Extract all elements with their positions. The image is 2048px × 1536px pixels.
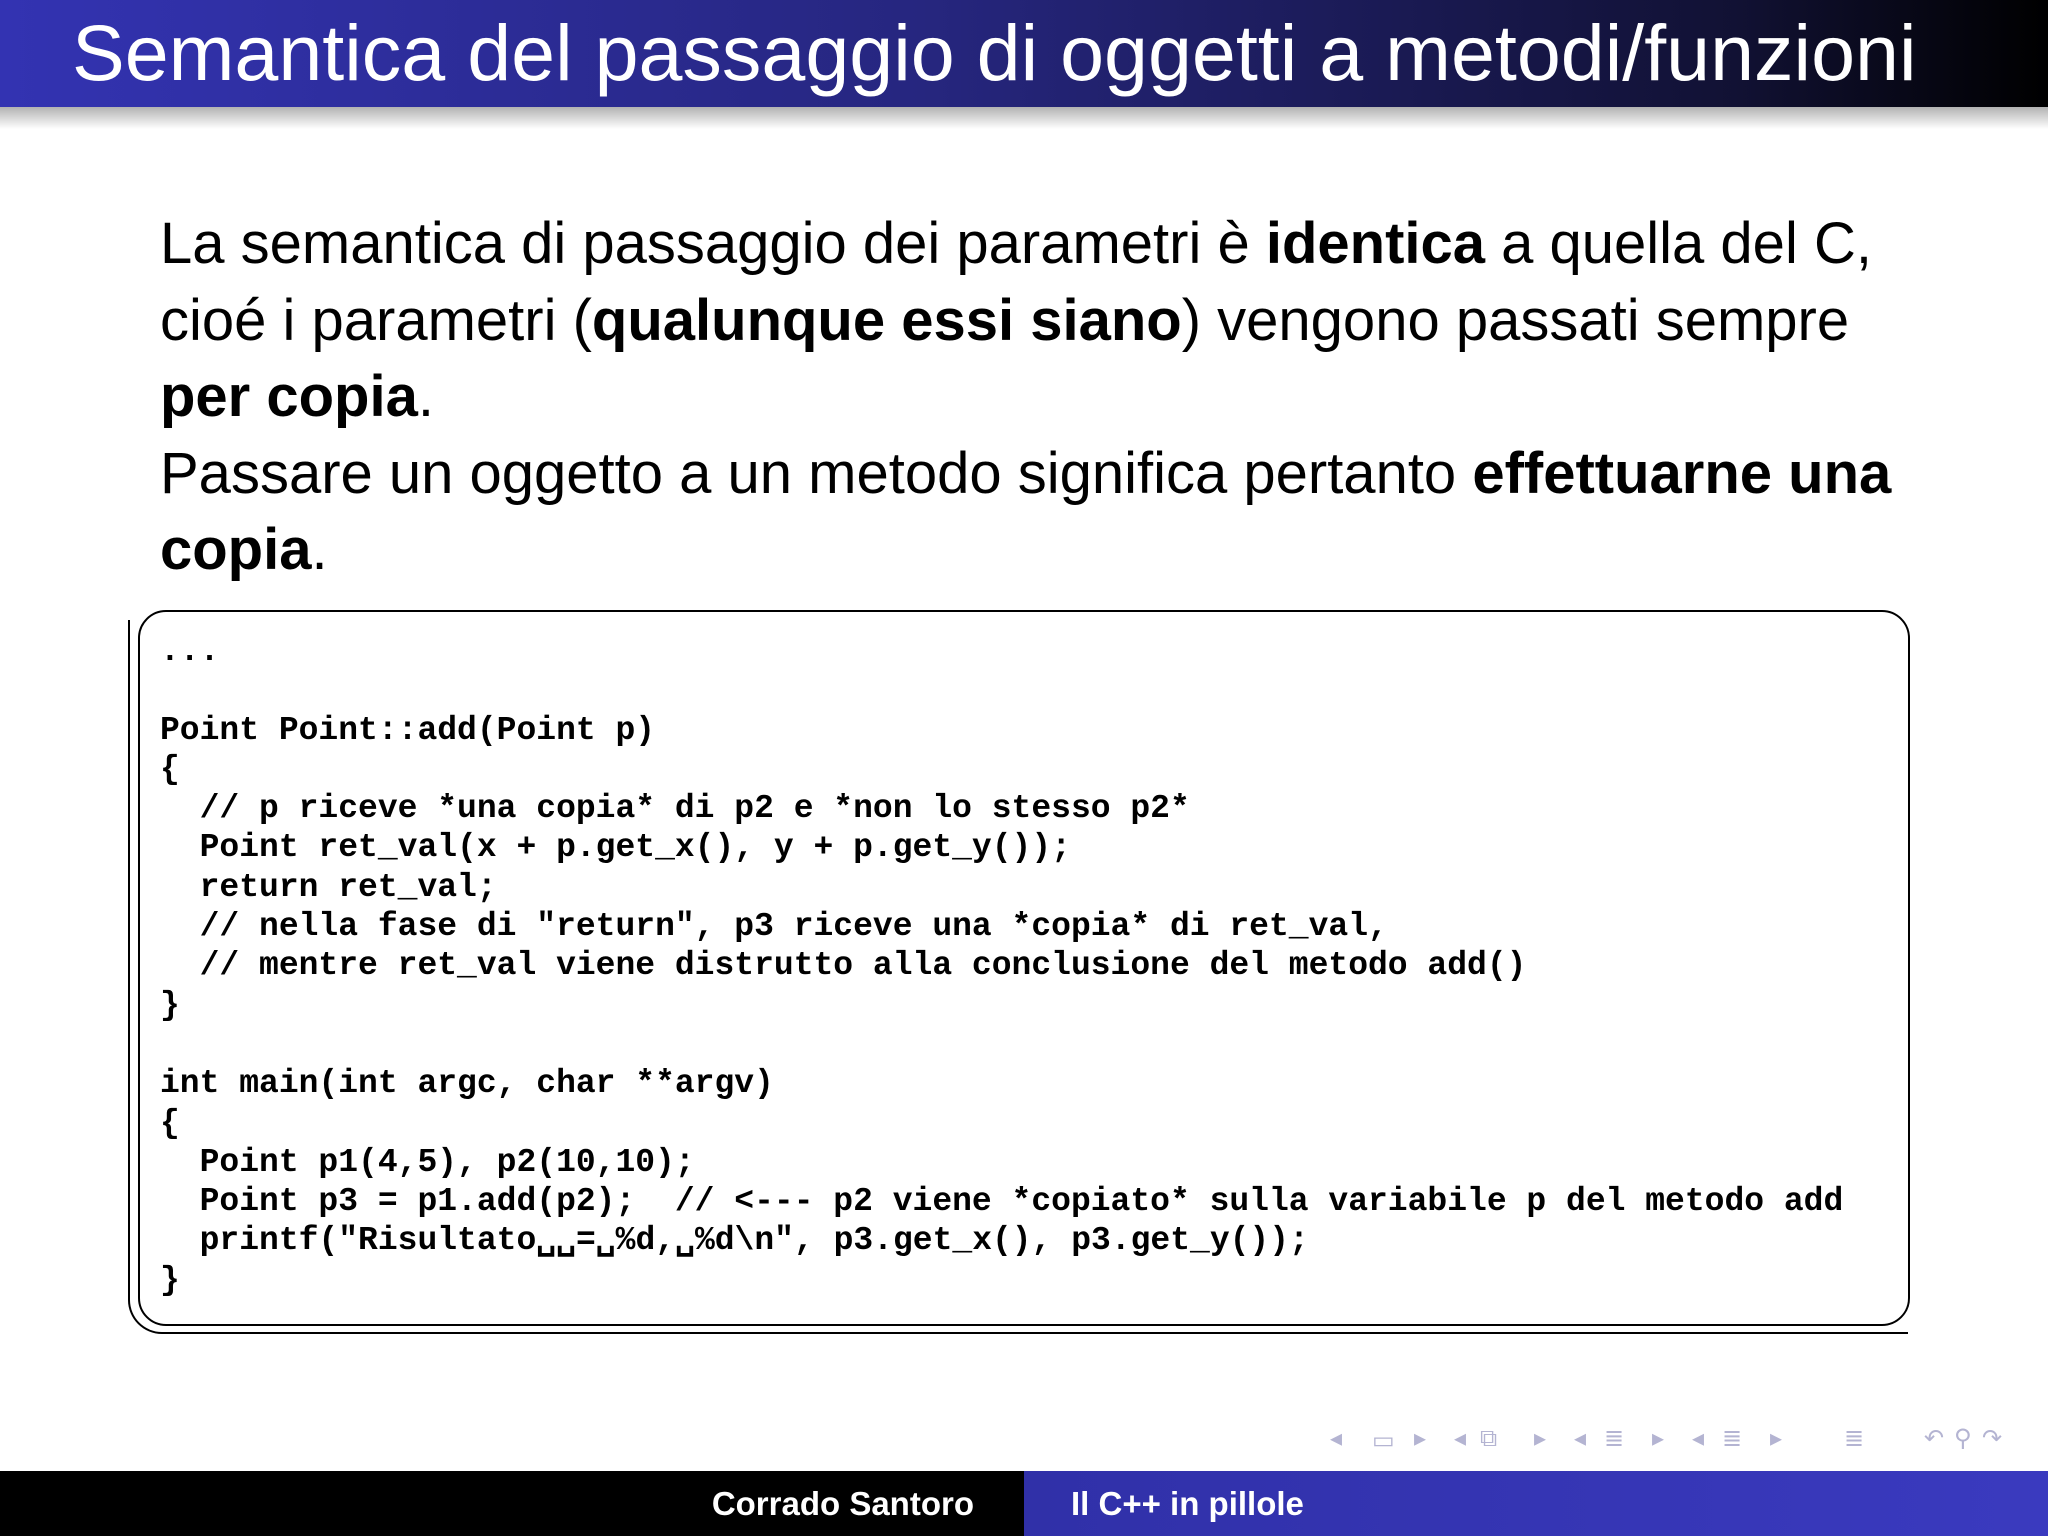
beamer-navigation xyxy=(1330,1424,2030,1456)
emphasis-per-copia: per copia xyxy=(160,364,418,429)
paragraph-object-copy xyxy=(160,436,1940,589)
nav-redo-icon[interactable]: ↷ xyxy=(1982,1424,2003,1452)
nav-prev-section-icon-2[interactable]: ◂ xyxy=(1692,1424,1705,1452)
title-bar-shadow xyxy=(0,107,2048,129)
nav-next-section-icon-2[interactable]: ▸ xyxy=(1770,1424,1783,1452)
footer-presentation-title: Il C++ in pillole xyxy=(1071,1485,1304,1522)
text-span: ) vengono passati sempre xyxy=(1181,287,1850,353)
nav-next-section-icon[interactable]: ▸ xyxy=(1652,1424,1665,1452)
text-span: a quella del C, cioé i parametri ( xyxy=(160,211,1872,353)
nav-frame-icon[interactable]: ▭ xyxy=(1372,1426,1395,1454)
nav-search-icon[interactable]: ⚲ xyxy=(1954,1424,1972,1452)
nav-section-icon[interactable]: ≣ xyxy=(1604,1424,1625,1452)
footer-author-panel xyxy=(0,1471,1024,1536)
emphasis-effettuarne: effettuarne una copia xyxy=(160,440,1892,582)
emphasis-identica: identica xyxy=(1265,211,1486,276)
emphasis-qualunque: qualunque essi siano xyxy=(591,287,1182,353)
nav-appendix-icon[interactable]: ≣ xyxy=(1844,1424,1865,1452)
text-span: . xyxy=(311,517,328,582)
paragraph-parameter-semantics xyxy=(160,206,1940,436)
title-bar xyxy=(0,0,2048,107)
nav-undo-icon[interactable]: ↶ xyxy=(1924,1424,1945,1452)
nav-prev-section-icon[interactable]: ◂ xyxy=(1574,1424,1587,1452)
nav-subsection-icon[interactable]: ⧉ xyxy=(1480,1424,1498,1452)
nav-next-subsection-icon[interactable]: ▸ xyxy=(1534,1424,1547,1452)
footer-title-panel xyxy=(1024,1471,2048,1536)
slide-body xyxy=(160,206,1940,589)
footer xyxy=(0,1471,2048,1536)
nav-next-frame-icon[interactable]: ▸ xyxy=(1414,1424,1427,1452)
text-span: Passare un oggetto a un metodo significa pertanto xyxy=(160,440,1473,506)
nav-prev-frame-icon[interactable]: ◂ xyxy=(1330,1424,1343,1452)
text-span: . xyxy=(417,364,434,429)
code-listing: ... Point Point::add(Point p) { // p riceve *una copia* di p2 e *non lo stesso p2* Point ret_val(x + p.get_x(), y + p.get_y()); return ret_val; // nella fase di "return", p3 riceve una *copia* di ret_val, // mentre ret_val viene distrutto alla conclusione del metodo add() } int main(int argc, char **argv) { Point p1(4,5), p2(10,10); Point p3 = p1.add(p2); // <--- p2 viene *copiato* sulla variabile p del metodo add printf("Risultato␣␣=␣%d,␣%d\n", p3.get_x(), p3.get_y()); } xyxy=(160,633,1844,1299)
nav-prev-subsection-icon[interactable]: ◂ xyxy=(1454,1424,1467,1452)
slide-title: Semantica del passaggio di oggetti a metodi/funzioni xyxy=(72,8,1917,97)
nav-section-icon-2[interactable]: ≣ xyxy=(1722,1424,1743,1452)
footer-author: Corrado Santoro xyxy=(711,1485,974,1522)
text-span: La semantica di passaggio dei parametri è xyxy=(160,211,1266,276)
